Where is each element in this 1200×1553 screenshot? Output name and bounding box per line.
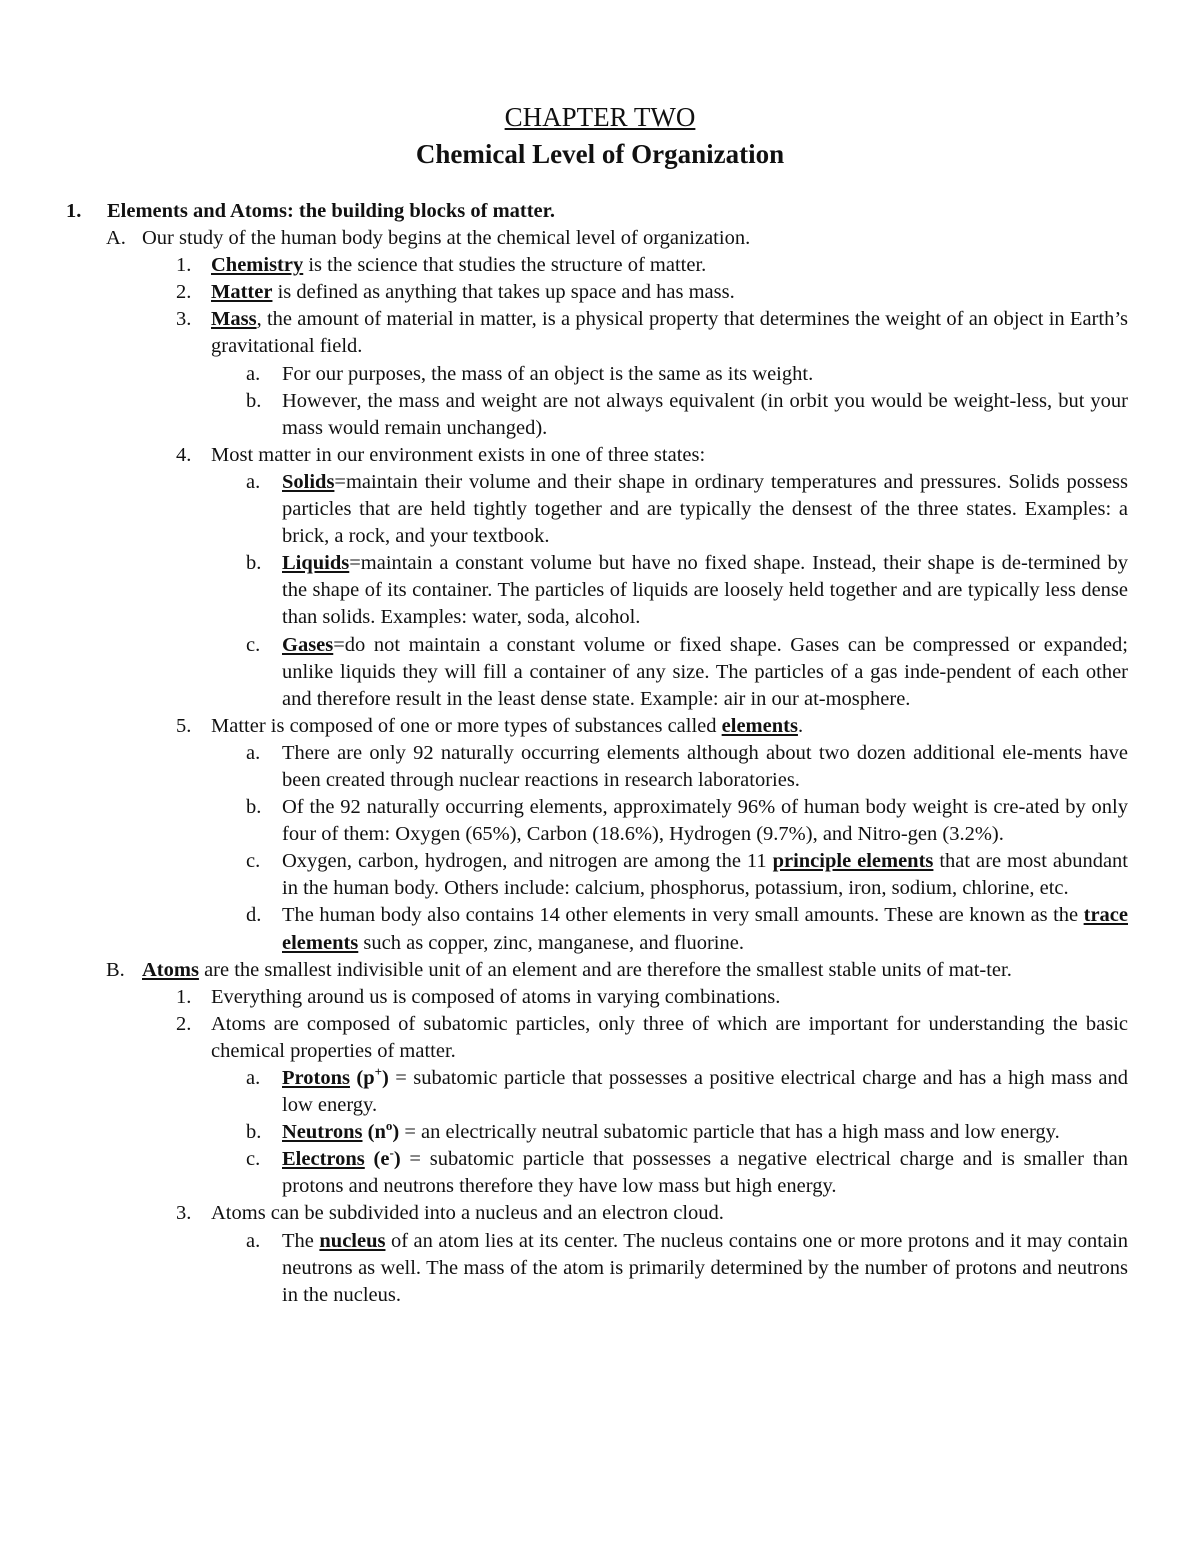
outline-item <box>0 632 1200 713</box>
key-term: Atoms <box>142 958 199 981</box>
outline-text <box>142 225 1128 252</box>
outline-item <box>0 713 1200 740</box>
outline-item <box>0 1011 1200 1065</box>
chapter-title: CHAPTER TWO <box>504 102 696 132</box>
title-block <box>0 98 1200 172</box>
outline-text <box>211 713 1128 740</box>
outline-marker: a. <box>246 470 261 493</box>
symbol-text: ) <box>393 1148 401 1171</box>
outline-text <box>211 306 1128 360</box>
charge-superscript: - <box>389 1145 394 1161</box>
outline-marker: 5. <box>176 714 192 737</box>
outline-item <box>0 1228 1200 1309</box>
outline-marker: a. <box>246 362 261 385</box>
key-term: Chemistry <box>211 254 304 277</box>
outline-item <box>0 848 1200 902</box>
outline-item <box>0 740 1200 794</box>
outline-text <box>282 469 1128 550</box>
outline-text <box>282 1119 1128 1146</box>
outline-text <box>211 252 1128 279</box>
text-run: such as copper, zinc, manganese, and fluorine. <box>358 931 744 954</box>
outline-marker: A. <box>106 227 126 250</box>
text-run: Everything around us is composed of atoms in varying combinations. <box>211 985 781 1008</box>
outline-item <box>0 1200 1200 1227</box>
outline-item <box>0 550 1200 631</box>
text-run: is the science that studies the structure of matter. <box>303 254 707 277</box>
text-run: Atoms are composed of subatomic particles, only three of which are important for understanding the basic chemical properties of matter. <box>211 1012 1128 1062</box>
key-term: Electrons <box>282 1148 365 1171</box>
outline-text <box>211 1011 1128 1065</box>
outline-marker: b. <box>246 796 262 819</box>
outline-item <box>0 469 1200 550</box>
outline-item <box>0 252 1200 279</box>
outline-text <box>282 740 1128 794</box>
outline-marker: a. <box>246 1229 261 1252</box>
text-run: However, the mass and weight are not always equivalent (in orbit you would be weight-less, but your mass would remain unchanged). <box>282 389 1128 439</box>
outline-text <box>282 1065 1128 1119</box>
outline-text <box>211 984 1128 1011</box>
text-run: = subatomic particle that possesses a negative electrical charge and is smaller than protons and neutrons therefore they have low mass but high energy. <box>282 1148 1128 1198</box>
key-term: trace elements <box>282 904 1128 954</box>
outline-item <box>0 1065 1200 1119</box>
outline-marker: 2. <box>176 1012 192 1035</box>
outline-text <box>282 388 1128 442</box>
text-run: that are most abundant in the human body. Others include: calcium, phosphorus, potassium, iron, sodium, chlorine, etc. <box>282 850 1128 900</box>
outline-marker: b. <box>246 1121 262 1144</box>
text-run: are the smallest indivisible unit of an element and are therefore the smallest stable units of mat-ter. <box>198 958 1012 981</box>
text-run: of an atom lies at its center. The nucleus contains one or more protons and it may contain neutrons as well. The mass of the atom is primarily determined by the number of protons and neutrons in the nucleus. <box>282 1229 1129 1306</box>
symbol-text: (e <box>364 1148 390 1171</box>
outline-item <box>0 361 1200 388</box>
outline-text <box>282 848 1128 902</box>
key-term: principle elements <box>772 850 934 873</box>
text-run: Matter is composed of one or more types of substances called <box>211 714 722 737</box>
text-run: Our study of the human body begins at the chemical level of organization. <box>142 227 751 250</box>
outline-text <box>282 550 1128 631</box>
outline-item <box>0 902 1200 956</box>
text-run: . <box>797 714 804 737</box>
outline-item <box>0 794 1200 848</box>
outline-marker: 3. <box>176 1202 192 1225</box>
text-run: Most matter in our environment exists in one of three states: <box>211 443 706 466</box>
outline-item <box>0 442 1200 469</box>
outline-item <box>0 957 1200 984</box>
key-term: Liquids <box>282 552 350 575</box>
charge-superscript: + <box>374 1064 383 1080</box>
outline-text <box>282 1228 1128 1309</box>
outline-item <box>0 306 1200 360</box>
text-run: Oxygen, carbon, hydrogen, and nitrogen are among the 11 <box>282 850 773 873</box>
outline-marker: d. <box>246 904 262 927</box>
text-run: =maintain their volume and their shape in ordinary temperatures and pressures. Solids possess particles that are held tightly together and are typically the densest of the three states. Examples: a brick, a rock, and your textbook. <box>282 470 1128 548</box>
text-run: Atoms can be subdivided into a nucleus and an electron cloud. <box>211 1202 724 1225</box>
outline-item <box>0 1146 1200 1200</box>
symbol-text: ) <box>382 1067 389 1089</box>
key-term: Solids <box>282 470 335 493</box>
charge-superscript: o <box>385 1118 393 1134</box>
outline-marker: 1. <box>66 200 82 222</box>
outline-item <box>0 1119 1200 1146</box>
outline-marker: a. <box>246 1067 261 1089</box>
text-run: The human body also contains 14 other elements in very small amounts. These are known as the <box>282 904 1084 927</box>
outline-marker: b. <box>246 389 262 412</box>
key-term: Protons <box>282 1067 350 1089</box>
text-run: For our purposes, the mass of an object is the same as its weight. <box>282 362 814 385</box>
outline-marker: c. <box>246 633 261 656</box>
symbol-text: ) <box>392 1121 400 1144</box>
outline-marker: 1. <box>176 985 192 1008</box>
text-run: =do not maintain a constant volume or fixed shape. Gases can be compressed or expanded; unlike liquids they will fill a container of any size. The particles of a gas inde-pendent of each other and therefore result in the least dense state. Example: air in our at-mosphere. <box>282 633 1128 710</box>
key-term: Mass <box>211 308 257 331</box>
key-term: Matter <box>211 281 273 304</box>
outline-item <box>0 279 1200 306</box>
outline-marker: 3. <box>176 308 192 331</box>
outline-text <box>211 279 1128 306</box>
text-run: is defined as anything that takes up space and has mass. <box>272 281 735 304</box>
outline-item <box>0 388 1200 442</box>
outline-marker: 4. <box>176 443 192 466</box>
key-term: Neutrons <box>282 1121 363 1144</box>
outline-text <box>282 794 1128 848</box>
outline-marker: b. <box>246 552 262 575</box>
outline-text <box>211 442 1128 469</box>
outline-item <box>0 984 1200 1011</box>
outline-marker: a. <box>246 741 261 764</box>
symbol-text: (n <box>362 1121 386 1144</box>
outline-text <box>282 1146 1128 1200</box>
text-run: The <box>282 1229 320 1252</box>
outline-text <box>282 902 1128 956</box>
outline-text <box>282 632 1128 713</box>
outline-body <box>0 198 1200 1309</box>
text-run: , the amount of material in matter, is a physical property that determines the weight of an object in Earth’s gravitational field. <box>211 308 1128 358</box>
symbol-text: (p <box>349 1067 375 1089</box>
key-term: elements <box>721 714 798 737</box>
outline-text <box>107 198 1110 225</box>
outline-item <box>0 198 1200 225</box>
key-term: Gases <box>282 633 334 656</box>
outline-marker: c. <box>246 1148 261 1171</box>
outline-marker: 1. <box>176 254 192 277</box>
text-run: Of the 92 naturally occurring elements, approximately 96% of human body weight is cre-ated by only four of them: Oxygen (65%), Carbon (18.6%), Hydrogen (9.7%), and Nitro-gen (3.2%). <box>282 796 1128 846</box>
outline-text <box>211 1200 1128 1227</box>
text-run: =maintain a constant volume but have no fixed shape. Instead, their shape is de-termined by the shape of its container. The particles of liquids are loosely held together and are typically less dense than solids. Examples: water, soda, alcohol. <box>282 552 1128 629</box>
outline-marker: 2. <box>176 281 192 304</box>
outline-text <box>142 957 1128 984</box>
chapter-subtitle: Chemical Level of Organization <box>415 139 785 169</box>
text-run: = subatomic particle that possesses a positive electrical charge and has a high mass and low energy. <box>282 1067 1128 1117</box>
text-run: Elements and Atoms: the building blocks of matter. <box>107 200 555 222</box>
outline-marker: B. <box>106 958 125 981</box>
outline-item <box>0 225 1200 252</box>
text-run: There are only 92 naturally occurring elements although about two dozen additional ele-ments have been created through nuclear reactions in research laboratories. <box>282 741 1128 791</box>
key-term: nucleus <box>319 1229 386 1252</box>
outline-text <box>282 361 1128 388</box>
text-run: = an electrically neutral subatomic particle that has a high mass and low energy. <box>399 1121 1060 1144</box>
outline-marker: c. <box>246 850 261 873</box>
